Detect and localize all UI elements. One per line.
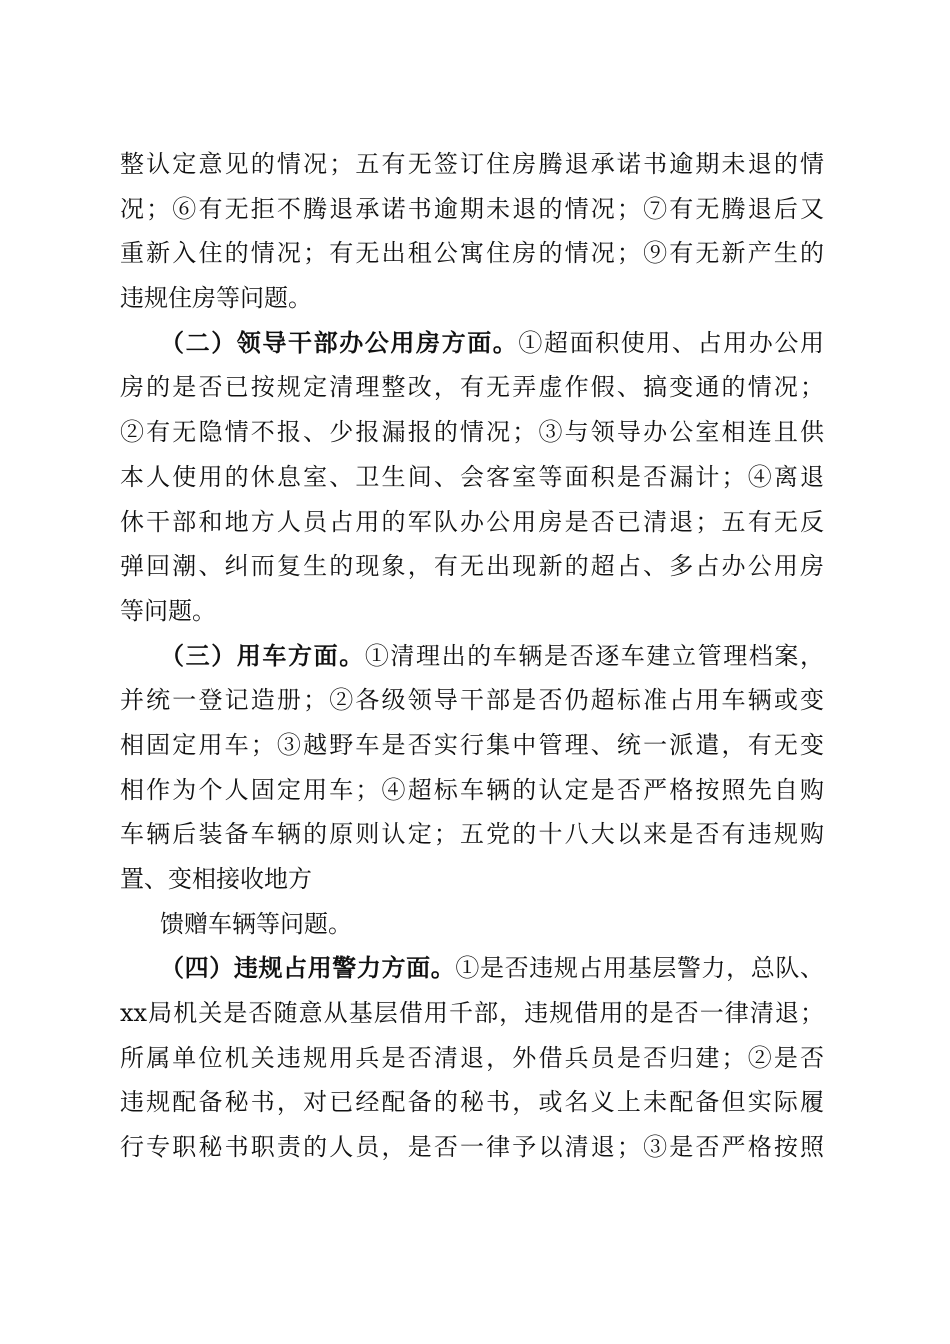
text-line [120, 321, 824, 366]
text-line: 置、变相接收地方 [120, 865, 312, 893]
section-heading: （三）用车方面。 [160, 640, 365, 670]
text-line: 车辆后装备车辆的原则认定；五党的十八大以来是否有违规购 [120, 820, 824, 849]
text-line: 房的是否已按规定清理整改，有无弄虚作假、搞变通的情况； [120, 373, 824, 402]
text-line: 休干部和地方人员占用的军队办公用房是否已清退；五有无反 [120, 507, 824, 536]
document-body [120, 142, 824, 1170]
text-line: 本人使用的休息室、卫生间、会客室等面积是否漏计；④离退 [120, 462, 824, 491]
text-line: 所属单位机关违规用兵是否清退，外借兵员是否归建；②是否 [120, 1043, 824, 1072]
text-line: 馈赠车辆等问题。 [160, 909, 352, 938]
text-line: 等问题。 [120, 596, 216, 625]
text-line: 违规住房等问题。 [120, 284, 312, 313]
text-run: ①是否违规占用基层警力，总队、 [455, 954, 824, 983]
text-line [120, 634, 824, 679]
text-run: ①超面积使用、占用办公用 [518, 328, 824, 357]
text-line: 整认定意见的情况；五有无签订住房腾退承诺书逾期未退的情 [120, 150, 824, 178]
text-line: 弹回潮、纠而复生的现象，有无出现新的超占、多占办公用房 [120, 552, 824, 581]
text-line: ②有无隐情不报、少报漏报的情况；③与领导办公室相连且供 [120, 418, 824, 447]
text-line: 况；⑥有无拒不腾退承诺书逾期未退的情况；⑦有无腾退后又 [120, 194, 824, 223]
text-line: 相作为个人固定用车；④超标车辆的认定是否严格按照先自购 [120, 775, 824, 804]
text-line: 违规配备秘书，对已经配备的秘书，或名义上未配备但实际履 [120, 1088, 824, 1117]
section-heading: （二）领导干部办公用房方面。 [160, 327, 519, 357]
text-line: xx局机关是否随意从基层借用千部，违规借用的是否一律清退； [120, 999, 824, 1028]
text-run: ①清理出的车辆是否逐车建立管理档案， [364, 641, 824, 670]
text-line [120, 946, 824, 991]
text-line: 并统一登记造册；②各级领导干部是否仍超标准占用车辆或变 [120, 686, 824, 715]
section-heading: （四）违规占用警力方面。 [160, 953, 456, 983]
text-line: 重新入住的情况；有无出租公寓住房的情况；⑨有无新产生的 [120, 239, 824, 268]
text-line: 相固定用车；③越野车是否实行集中管理、统一派遣，有无变 [120, 730, 824, 759]
text-line: 行专职秘书职责的人员，是否一律予以清退；③是否严格按照 [120, 1133, 824, 1162]
